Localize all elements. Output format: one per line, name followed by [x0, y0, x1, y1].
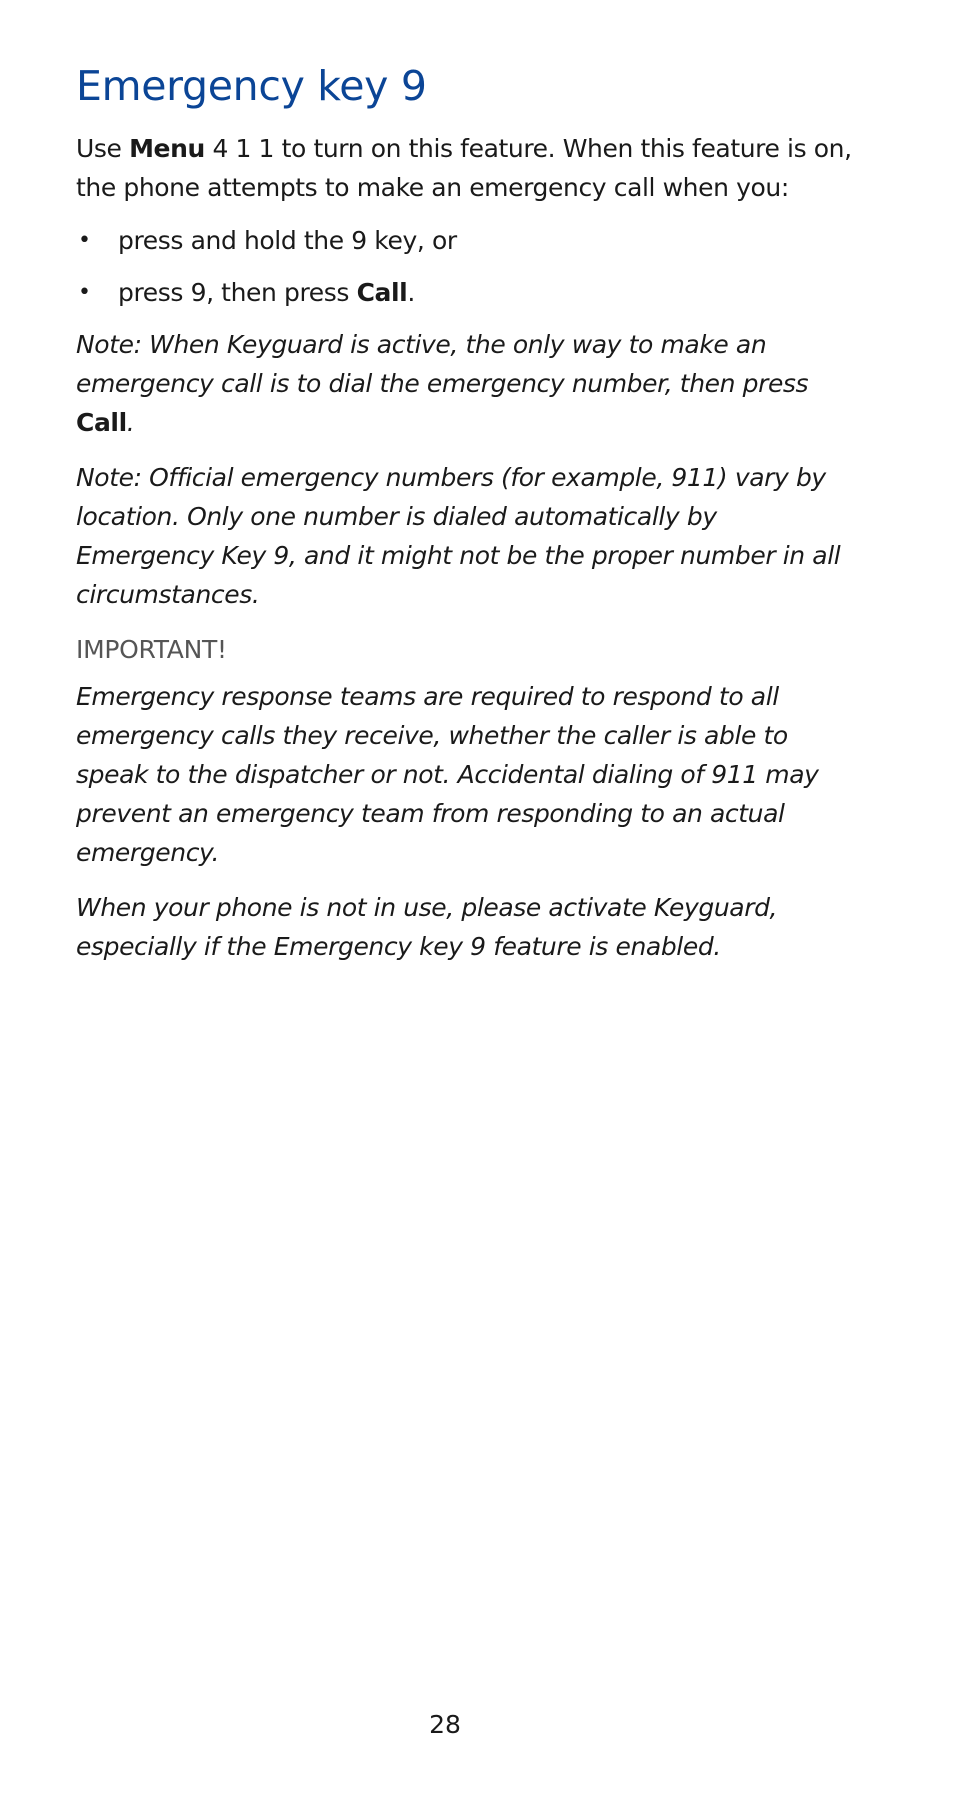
menu-keyword: Menu	[129, 134, 205, 164]
list-item	[76, 221, 856, 260]
intro-text-start: Use	[76, 134, 130, 164]
list-item-text: press and hold the 9 key, or	[118, 226, 457, 256]
list-item-bold: Call	[356, 278, 408, 308]
list-item	[76, 273, 856, 312]
note-text: Note: When Keyguard is active, the only way to make an emergency call is to dial the emergency number, then press	[76, 330, 809, 399]
important-text: Emergency response teams are required to respond to all emergency calls they receive, whether the caller is able to speak to the dispatcher or not. Accidental dialing of 911 may prevent an emergency team from responding to an actual emergency.	[76, 682, 819, 868]
list-item-text: press 9, then press	[118, 278, 357, 308]
page-title: Emergency key 9	[76, 62, 427, 110]
note-keyguard	[76, 325, 856, 442]
conditions-list	[76, 221, 856, 312]
page-number: 28	[429, 1710, 461, 1739]
intro-text-end: 4 1 1 to turn on this feature. When this feature is on, the phone attempts to make an emergency call when you:	[76, 134, 852, 203]
manual-page	[76, 62, 856, 982]
intro-paragraph	[76, 129, 856, 207]
list-item-end: .	[407, 278, 415, 308]
note-emergency-numbers: Note: Official emergency numbers (for example, 911) vary by location. Only one number is dialed automatically by Emergency Key 9, and it might not be the proper number in all circumstances.	[76, 463, 841, 610]
note-end: .	[126, 408, 135, 438]
bullet-icon: •	[78, 280, 91, 306]
call-keyword: Call	[76, 408, 127, 438]
bullet-icon: •	[78, 228, 91, 254]
keyguard-advice: When your phone is not in use, please activate Keyguard, especially if the Emergency key 9 feature is enabled.	[76, 893, 778, 962]
important-label: IMPORTANT!	[76, 635, 227, 665]
